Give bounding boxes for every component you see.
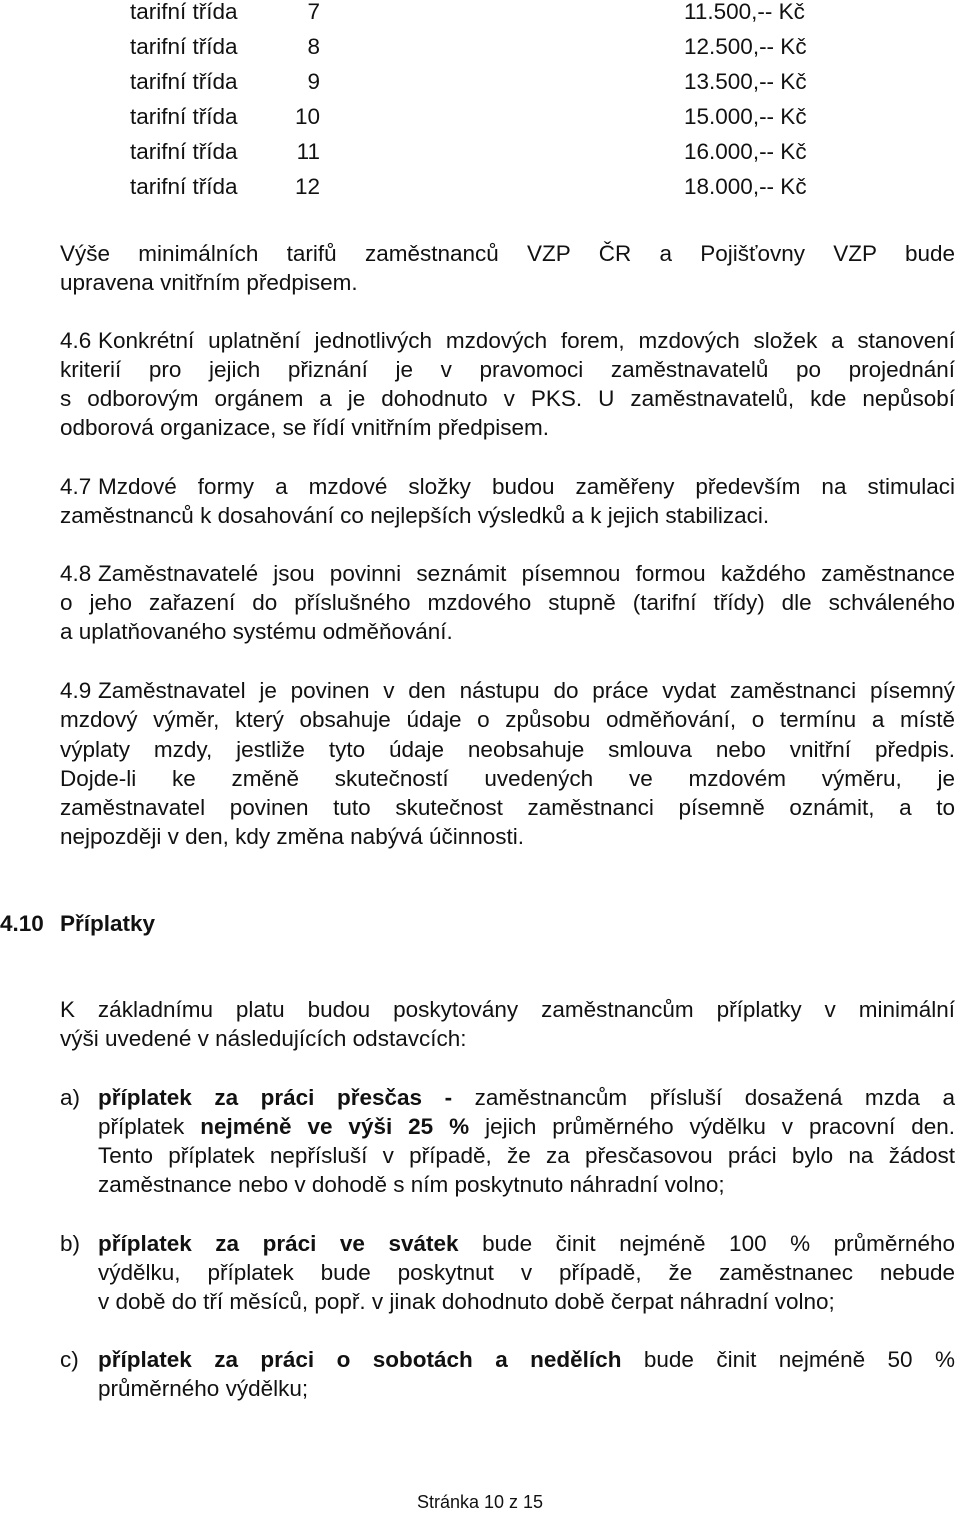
text-line: v době do tří měsíců, popř. v jinak dohodnuto době čerpat náhradní volno;	[98, 1289, 835, 1314]
text-segment: bude činit nejméně 100 % průměrného	[458, 1231, 955, 1256]
list-marker: c)	[60, 1347, 79, 1372]
text-line: kriterií pro jejich přiznání je v pravomoci zaměstnavatelů po projednání	[60, 357, 955, 382]
tariff-class: 9	[307, 69, 320, 94]
text-line: Výše minimálních tarifů zaměstnanců VZP ČR a Pojišťovny VZP bude	[60, 241, 955, 266]
tariff-label: tarifní třída	[130, 139, 238, 164]
text-line: nejpozději v den, kdy změna nabývá účinnosti.	[60, 824, 525, 849]
text-line: zaměstnanců k dosahování co nejlepších výsledků a k jejich stabilizaci.	[60, 503, 770, 528]
text-line: s odborovým orgánem a je dohodnuto v PKS. U zaměstnavatelů, kde nepůsobí	[60, 386, 955, 411]
text-line: Dojde-li ke změně skutečností uvedených ve mzdovém výměru, je	[60, 766, 955, 791]
text-line: výši uvedené v následujících odstavcích:	[60, 1026, 467, 1051]
text-segment: příplatek	[98, 1114, 201, 1139]
text-line: K základnímu platu budou poskytovány zaměstnancům příplatky v minimální	[60, 997, 955, 1022]
text-line: zaměstnance nebo v dohodě s ním poskytnuto náhradní volno;	[98, 1172, 725, 1197]
tariff-label: tarifní třída	[130, 0, 238, 24]
text-line: odborová organizace, se řídí vnitřním předpisem.	[60, 415, 549, 440]
section-title: Příplatky	[60, 911, 156, 936]
list-marker: a)	[60, 1085, 81, 1110]
bold-term: nejméně ve výši 25 %	[200, 1114, 470, 1139]
page-number-footer: Stránka 10 z 15	[416, 1492, 544, 1512]
text-line: Zaměstnavatel je povinen v den nástupu do práce vydat zaměstnanci písemný	[98, 678, 955, 703]
text-line	[98, 1083, 955, 1113]
tariff-class: 12	[294, 174, 320, 199]
text-line: o jeho zařazení do příslušného mzdového stupně (tarifní třídy) dle schváleného	[60, 590, 955, 615]
section-number: 4.10	[0, 911, 44, 936]
text-line: Tento příplatek nepřísluší v případě, že za přesčasovou práci bylo na žádost	[98, 1143, 955, 1168]
text-segment: bude činit nejméně 50 %	[621, 1347, 955, 1372]
list-marker: b)	[60, 1231, 81, 1256]
tariff-amount: 15.000,-- Kč	[684, 104, 807, 129]
bold-term: příplatek za práci o sobotách a nedělích	[98, 1347, 622, 1372]
tariff-label: tarifní třída	[130, 174, 238, 199]
tariff-amount: 13.500,-- Kč	[684, 69, 807, 94]
tariff-label: tarifní třída	[130, 104, 238, 129]
clause-number: 4.9	[60, 678, 92, 703]
text-line	[98, 1345, 955, 1375]
tariff-class: 11	[296, 139, 320, 164]
bold-term: příplatek za práci přesčas -	[98, 1085, 453, 1110]
tariff-class: 8	[307, 34, 320, 59]
bold-term: příplatek za práci ve svátek	[98, 1231, 459, 1256]
text-line: zaměstnavatel povinen tuto skutečnost zaměstnanci písemně oznámit, a to	[60, 795, 955, 820]
tariff-class: 10	[294, 104, 320, 129]
text-line: Zaměstnavatelé jsou povinni seznámit písemnou formou každého zaměstnance	[98, 561, 955, 586]
text-line: upravena vnitřním předpisem.	[60, 270, 358, 295]
tariff-amount: 12.500,-- Kč	[684, 34, 807, 59]
text-line: mzdový výměr, který obsahuje údaje o způsobu odměňování, o termínu a místě	[60, 707, 955, 732]
text-line: výplaty mzdy, jestliže tyto údaje neobsahuje smlouva nebo vnitřní předpis.	[60, 737, 955, 762]
tariff-label: tarifní třída	[130, 34, 238, 59]
text-line: průměrného výdělku;	[98, 1376, 309, 1401]
clause-number: 4.8	[60, 561, 92, 586]
text-line: Mzdové formy a mzdové složky budou zaměřeny především na stimulaci	[98, 474, 955, 499]
tariff-amount: 11.500,-- Kč	[684, 0, 805, 24]
text-line: a uplatňovaného systému odměňování.	[60, 619, 453, 644]
tariff-class: 7	[307, 0, 320, 24]
tariff-amount: 16.000,-- Kč	[684, 139, 807, 164]
text-line	[98, 1229, 955, 1259]
text-segment: zaměstnancům přísluší dosažená mzda a	[452, 1085, 955, 1110]
tariff-label: tarifní třída	[130, 69, 238, 94]
text-line	[98, 1112, 955, 1142]
clause-number: 4.7	[60, 474, 92, 499]
text-segment: jejich průměrného výdělku v pracovní den.	[469, 1114, 955, 1139]
text-line: výdělku, příplatek bude poskytnut v případě, že zaměstnanec nebude	[98, 1260, 955, 1285]
tariff-amount: 18.000,-- Kč	[684, 174, 807, 199]
text-line: Konkrétní uplatnění jednotlivých mzdových forem, mzdových složek a stanovení	[98, 328, 955, 353]
clause-number: 4.6	[60, 328, 92, 353]
